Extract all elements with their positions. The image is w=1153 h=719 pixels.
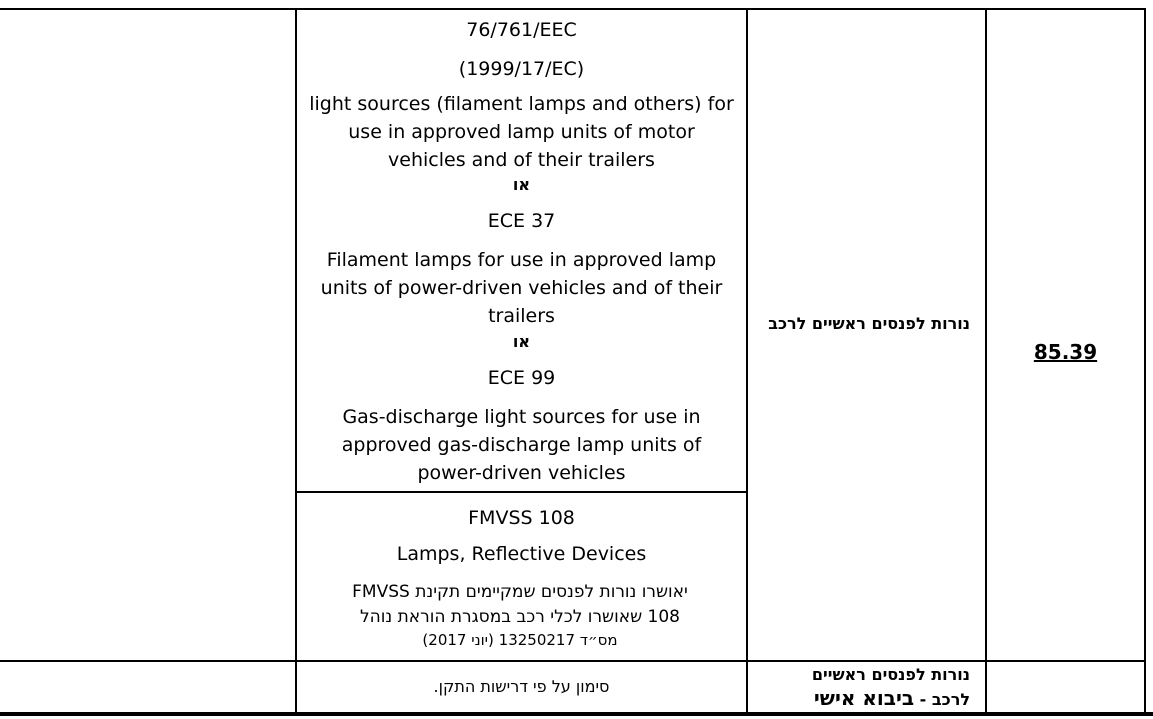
col-divider-right [1144, 8, 1146, 716]
row-divider [0, 660, 1146, 662]
or-separator: או [512, 175, 531, 194]
table-top-border [0, 8, 1146, 10]
standard-code: FMVSS 108 [468, 507, 575, 529]
standard-description: light sources (filament lamps and others) for use in approved lamp units of motor vehicles and of their trailers [309, 93, 734, 171]
standard-code: 76/761/EEC [466, 19, 577, 41]
standard-description: Gas-discharge light sources for use in approved gas-discharge lamp units of power-driven vehicles [341, 406, 702, 484]
marking-requirement-cell [297, 676, 746, 698]
table-bottom-border [0, 712, 1153, 716]
col-divider-2 [746, 8, 748, 716]
code-cell [987, 340, 1144, 364]
note-line: 108 שאושרו לכלי רכב במסגרת הוראת נוהל [360, 607, 680, 627]
fmvss-approval-note [300, 580, 740, 650]
personal-import-item-cell [760, 664, 970, 712]
item-name-line: נורות לפנסים ראשיים [811, 665, 970, 684]
standard-description: Filament lamps for use in approved lamp units of power-driven vehicles and of their trailers [320, 249, 723, 327]
item-name-line [760, 686, 970, 712]
sub-row-divider [296, 491, 748, 493]
or-separator: או [512, 332, 531, 351]
item-name: נורות לפנסים ראשיים לרכב [768, 314, 970, 333]
item-name-cell [760, 313, 970, 335]
standard-code: ECE 99 [487, 367, 556, 389]
note-line: מס״ד 13250217 (יוני 2017) [422, 631, 618, 649]
item-name-part: לרכב - [919, 690, 970, 709]
standard-amendment: (1999/17/EC) [458, 58, 585, 80]
personal-import-label: ביבוא אישי [813, 686, 915, 710]
marking-requirement: סימון על פי דרישות התקן. [433, 677, 610, 696]
standard-code: ECE 37 [487, 210, 556, 232]
note-line: יאושרו נורות לפנסים שמקיימים תקינת FMVSS [352, 582, 688, 602]
standard-description: Lamps, Reflective Devices [396, 543, 647, 565]
standards-block-1 [297, 16, 746, 487]
standards-block-2 [297, 504, 746, 568]
item-code: 85.39 [1033, 340, 1098, 364]
